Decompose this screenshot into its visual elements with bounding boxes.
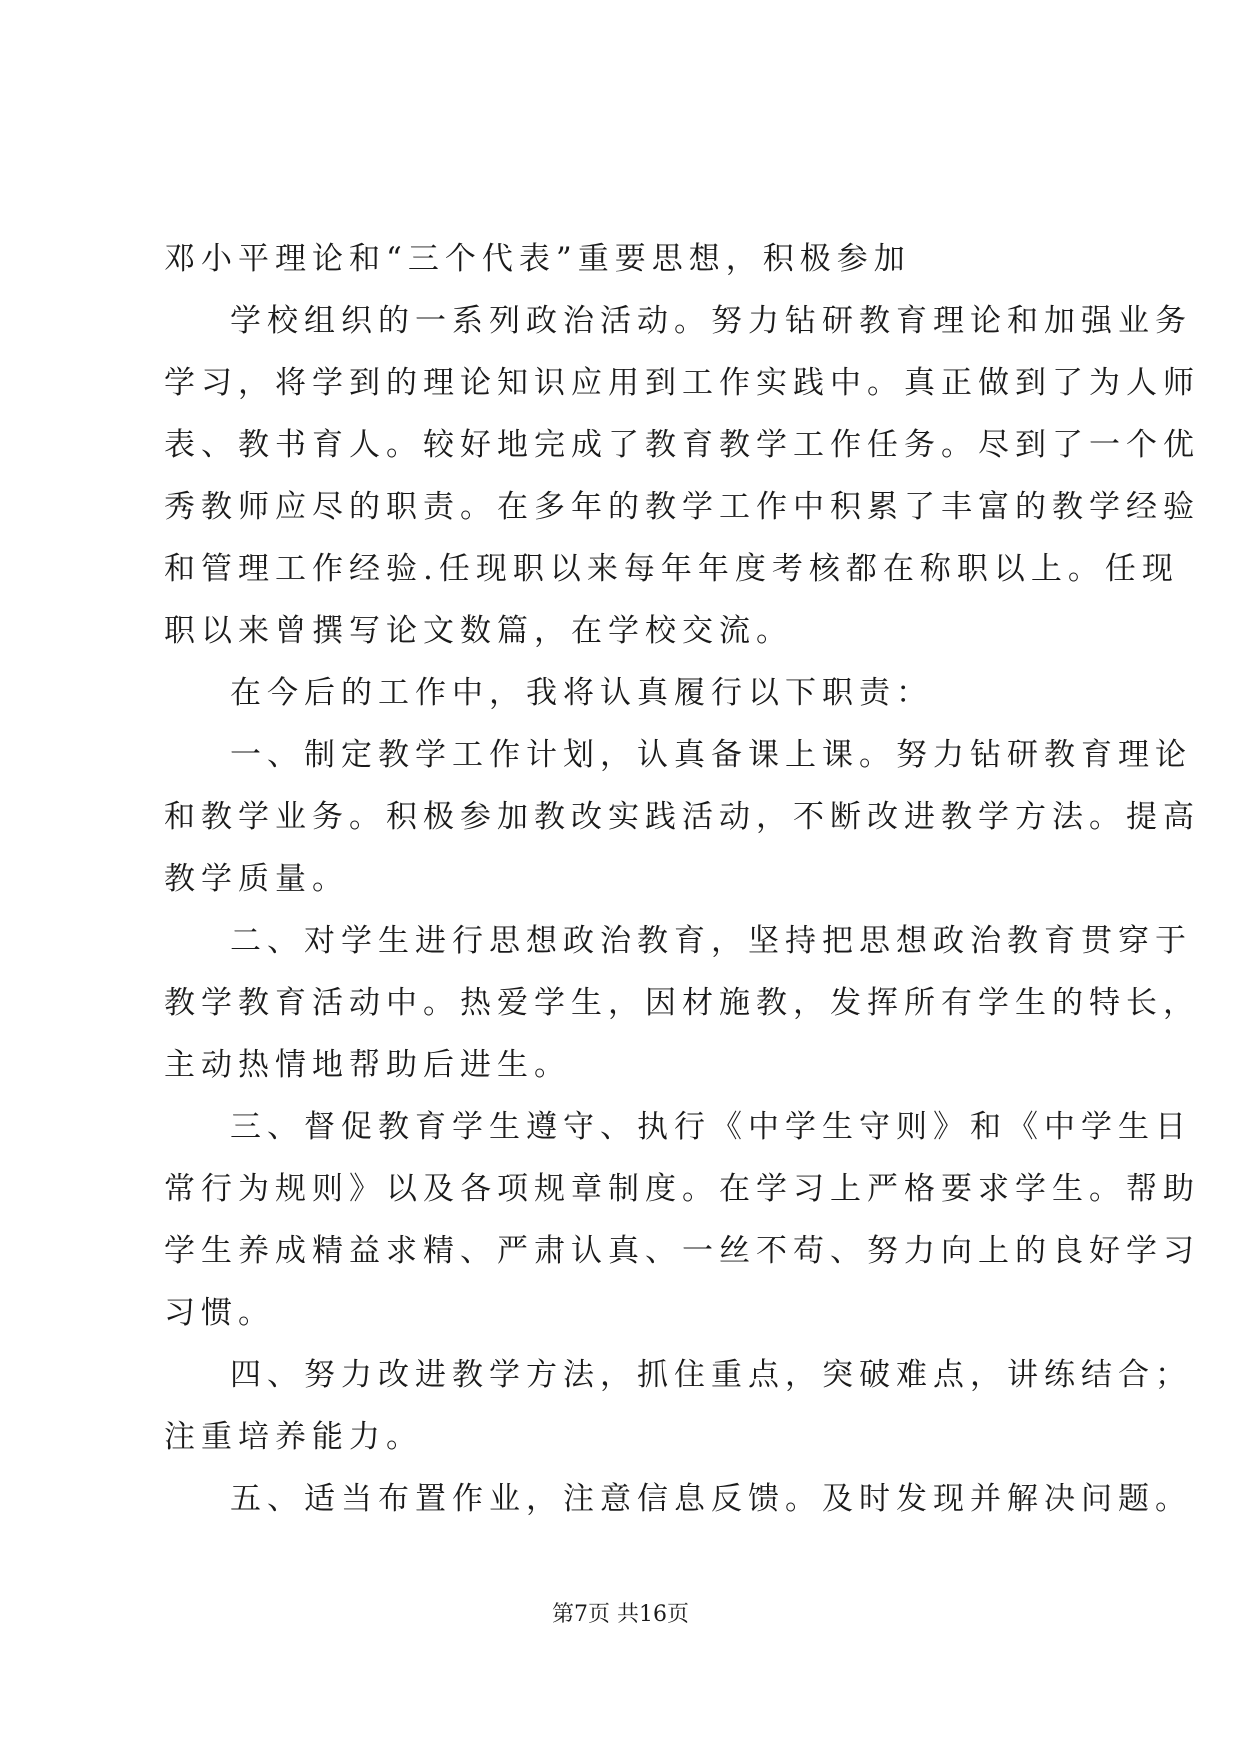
text-line: 学校组织的一系列政治活动。努力钻研教育理论和加强业务 <box>230 303 1192 339</box>
text-line: 二、对学生进行思想政治教育，坚持把思想政治教育贯穿于 <box>230 923 1192 959</box>
text-line: 职以来曾撰写论文数篇，在学校交流。 <box>164 613 793 649</box>
text-line: 学习，将学到的理论知识应用到工作实践中。真正做到了为人师 <box>164 365 1200 401</box>
text-line: 和管理工作经验.任现职以来每年年度考核都在称职以上。任现 <box>164 551 1179 587</box>
text-line: 五、适当布置作业，注意信息反馈。及时发现并解决问题。 <box>230 1481 1192 1517</box>
text-line: 邓小平理论和“三个代表”重要思想，积极参加 <box>164 241 911 277</box>
text-line: 在今后的工作中，我将认真履行以下职责： <box>230 675 933 711</box>
text-line: 教学教育活动中。热爱学生，因材施教，发挥所有学生的特长， <box>164 985 1200 1021</box>
text-line: 三、督促教育学生遵守、执行《中学生守则》和《中学生日 <box>230 1109 1192 1145</box>
text-line: 学生养成精益求精、严肃认真、一丝不苟、努力向上的良好学习 <box>164 1233 1200 1269</box>
text-line: 一、制定教学工作计划，认真备课上课。努力钻研教育理论 <box>230 737 1192 773</box>
page-number-footer: 第7页 共16页 <box>552 1602 689 1627</box>
text-line: 主动热情地帮助后进生。 <box>164 1047 571 1083</box>
text-line: 表、教书育人。较好地完成了教育教学工作任务。尽到了一个优 <box>164 427 1200 463</box>
text-line: 习惯。 <box>164 1295 275 1331</box>
text-line: 秀教师应尽的职责。在多年的教学工作中积累了丰富的教学经验 <box>164 489 1200 525</box>
text-line: 教学质量。 <box>164 861 349 897</box>
text-line: 常行为规则》以及各项规章制度。在学习上严格要求学生。帮助 <box>164 1171 1200 1207</box>
text-line: 四、努力改进教学方法，抓住重点，突破难点，讲练结合； <box>230 1357 1192 1393</box>
text-line: 注重培养能力。 <box>164 1419 423 1455</box>
text-line: 和教学业务。积极参加教改实践活动，不断改进教学方法。提高 <box>164 799 1200 835</box>
